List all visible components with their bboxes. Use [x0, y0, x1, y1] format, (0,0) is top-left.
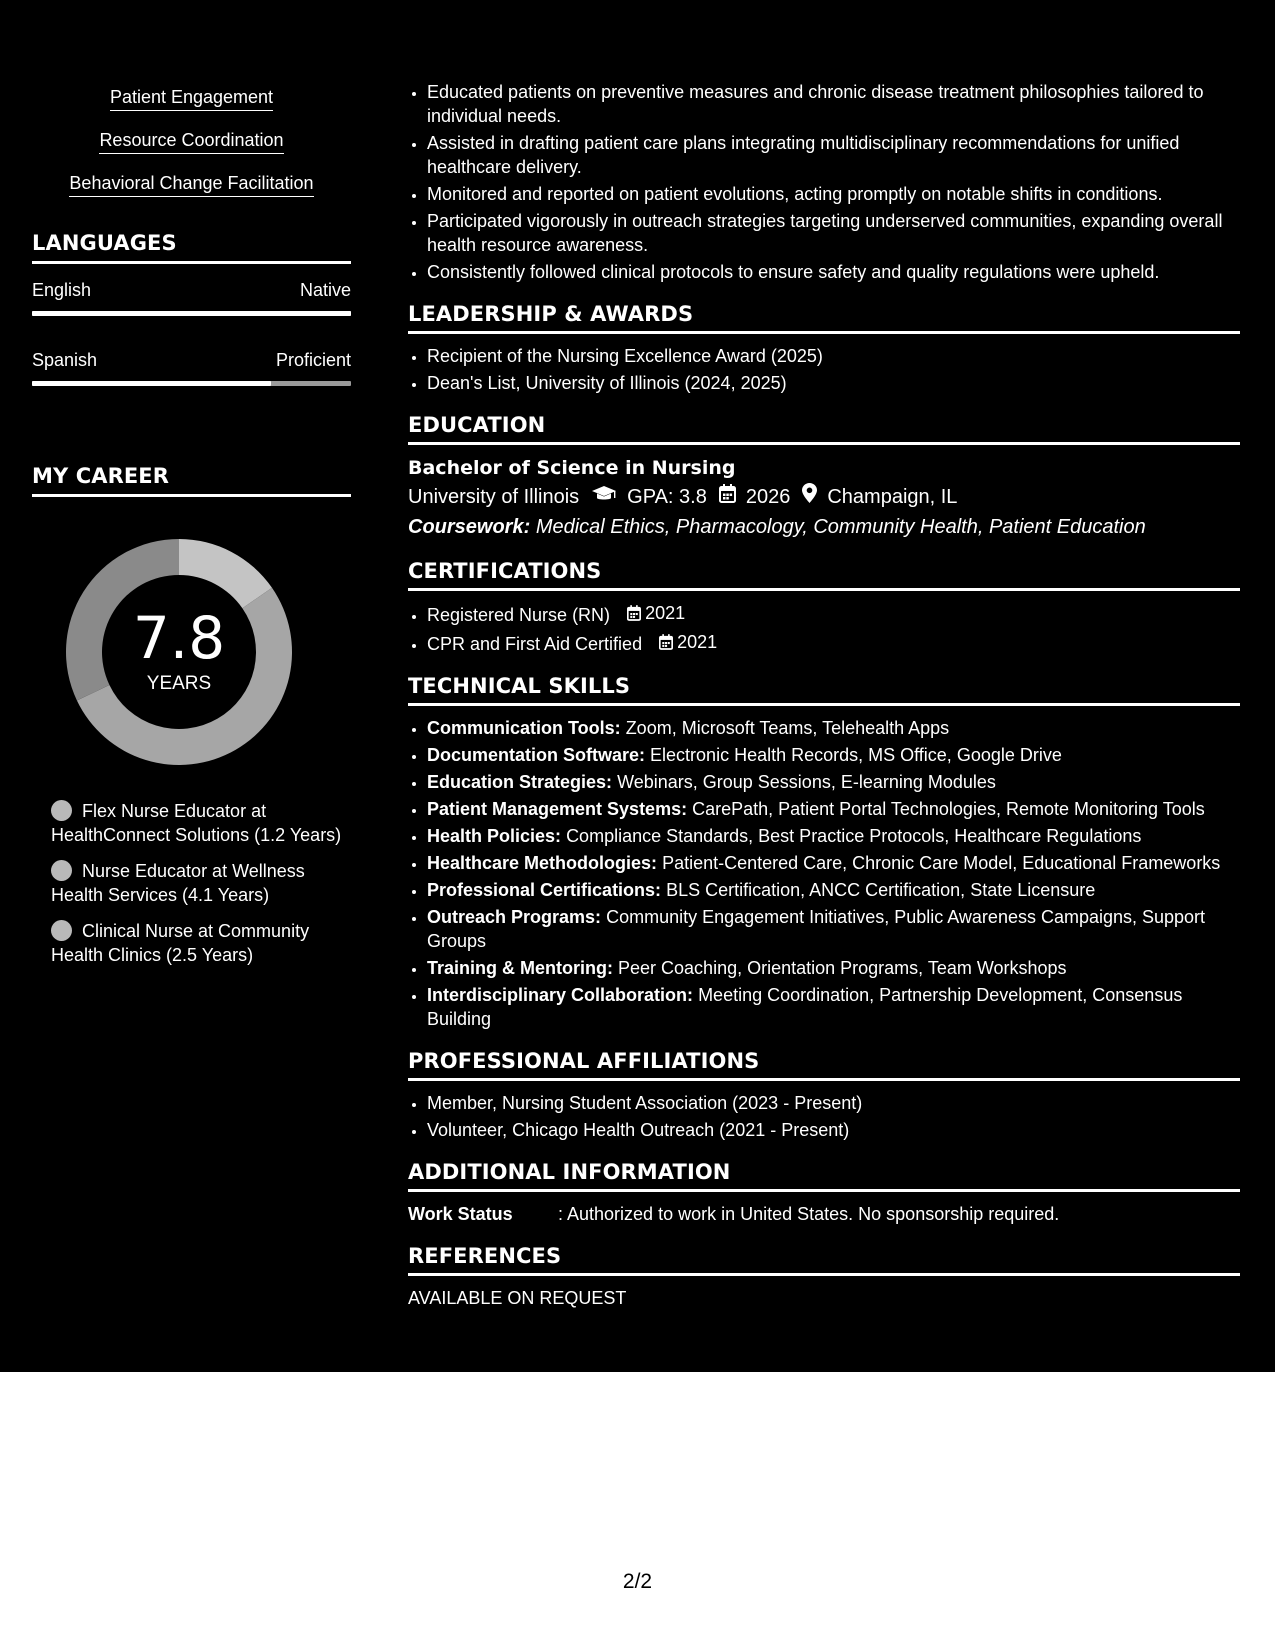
skill-item: Patient Engagement [32, 86, 351, 111]
page-number: 2/2 [622, 1570, 653, 1593]
skill-item: Behavioral Change Facilitation [32, 172, 351, 197]
work-status-row [408, 1202, 1240, 1226]
references-heading: REFERENCES [408, 1244, 1240, 1276]
certification-item [427, 601, 1240, 627]
sidebar [32, 86, 351, 979]
language-name: Spanish [32, 350, 98, 370]
career-item: Clinical Nurse at Community Health Clinics (2.5 Years) [51, 921, 310, 965]
affiliations-list [408, 1091, 1240, 1142]
education-location: Champaign, IL [827, 486, 958, 508]
leadership-item: • Recipient of the Nursing Excellence Award (2025) [427, 344, 1240, 368]
technical-skill-item: • Patient Management Systems: CarePath, Patient Portal Technologies, Remote Monitoring Tools [427, 797, 1240, 821]
career-total-years: 7.8 [132, 604, 226, 672]
circle-bullet-icon [51, 800, 72, 821]
career-item: Nurse Educator at Wellness Health Services (4.1 Years) [51, 861, 305, 905]
calendar-icon [659, 634, 673, 650]
experience-bullet: • Assisted in drafting patient care plans integrating multidisciplinary recommendations for unified healthcare delivery. [427, 131, 1240, 179]
leadership-list [408, 344, 1240, 395]
circle-bullet-icon [51, 920, 72, 941]
career-heading: MY CAREER [32, 464, 351, 497]
leadership-heading: LEADERSHIP & AWARDS [408, 302, 1240, 334]
circle-bullet-icon [51, 860, 72, 881]
skill-item: Resource Coordination [32, 129, 351, 154]
technical-skill-item: • Outreach Programs: Community Engagement Initiatives, Public Awareness Campaigns, Support Groups [427, 905, 1240, 953]
work-status-label: Work Status [408, 1204, 513, 1224]
coursework-value: Medical Ethics, Pharmacology, Community Health, Patient Education [535, 516, 1146, 538]
certification-date: 2021 [659, 630, 717, 654]
languages-heading: LANGUAGES [32, 231, 351, 264]
career-donut-chart [66, 539, 292, 765]
graduation-cap-icon [591, 483, 617, 511]
language-level: Native [299, 280, 351, 300]
technical-skills-heading: TECHNICAL SKILLS [408, 674, 1240, 706]
education-school: University of Illinois [408, 486, 580, 508]
technical-skill-item: • Professional Certifications: BLS Certification, ANCC Certification, State Licensure [427, 878, 1240, 902]
technical-skill-item: • Training & Mentoring: Peer Coaching, Orientation Programs, Team Workshops [427, 956, 1240, 980]
technical-skill-item: • Interdisciplinary Collaboration: Meeting Coordination, Partnership Development, Consensus Building [427, 983, 1240, 1031]
language-row [32, 350, 351, 371]
language-bar-fill [32, 381, 271, 386]
language-name: English [32, 280, 92, 300]
references-text: AVAILABLE ON REQUEST [408, 1288, 627, 1308]
education-year: 2026 [745, 486, 791, 508]
skill-list [32, 86, 351, 197]
work-status-value: : Authorized to work in United States. No sponsorship required. [558, 1204, 1060, 1224]
experience-bullet: • Educated patients on preventive measures and chronic disease treatment philosophies tailored to individual needs. [427, 80, 1240, 128]
certifications-list [408, 601, 1240, 656]
education-heading: EDUCATION [408, 413, 1240, 445]
language-bar [32, 311, 351, 316]
technical-skill-item: • Education Strategies: Webinars, Group Sessions, E-learning Modules [427, 770, 1240, 794]
technical-skill-item: • Documentation Software: Electronic Health Records, MS Office, Google Drive [427, 743, 1240, 767]
education-meta [408, 483, 1240, 511]
experience-bullet: • Participated vigorously in outreach strategies targeting underserved communities, expanding overall health resource awareness. [427, 209, 1240, 257]
main-content [408, 80, 1240, 1310]
education-coursework [408, 513, 1240, 541]
coursework-label: Coursework: [408, 516, 531, 538]
experience-bullet: • Consistently followed clinical protocols to ensure safety and quality regulations were upheld. [427, 260, 1240, 284]
leadership-item: • Dean's List, University of Illinois (2024, 2025) [427, 371, 1240, 395]
experience-bullets [408, 80, 1240, 284]
experience-bullet: • Monitored and reported on patient evolutions, acting promptly on notable shifts in conditions. [427, 182, 1240, 206]
certification-name: Registered Nurse (RN) [427, 605, 611, 625]
career-years-unit: YEARS [146, 673, 212, 694]
technical-skill-item: • Health Policies: Compliance Standards, Best Practice Protocols, Healthcare Regulations [427, 824, 1240, 848]
affiliations-heading: PROFESSIONAL AFFILIATIONS [408, 1049, 1240, 1081]
technical-skills-list [408, 716, 1240, 1031]
certifications-heading: CERTIFICATIONS [408, 559, 1240, 591]
language-bar-fill [32, 311, 351, 316]
certification-item [427, 630, 1240, 656]
affiliation-item: • Member, Nursing Student Association (2023 - Present) [427, 1091, 1240, 1115]
calendar-icon [719, 483, 736, 511]
education-degree: Bachelor of Science in Nursing [408, 457, 736, 479]
calendar-icon [627, 605, 641, 621]
donut-center [66, 539, 292, 765]
technical-skill-item: • Healthcare Methodologies: Patient-Centered Care, Chronic Care Model, Educational Frameworks [427, 851, 1240, 875]
location-pin-icon [802, 483, 817, 511]
additional-info-heading: ADDITIONAL INFORMATION [408, 1160, 1240, 1192]
language-row [32, 280, 351, 301]
language-level: Proficient [275, 350, 351, 370]
certification-name: CPR and First Aid Certified [427, 634, 643, 654]
certification-date: 2021 [627, 601, 685, 625]
education-gpa: GPA: 3.8 [627, 486, 707, 508]
career-list [32, 799, 351, 967]
technical-skill-item: • Communication Tools: Zoom, Microsoft Teams, Telehealth Apps [427, 716, 1240, 740]
language-bar [32, 381, 351, 386]
career-item: Flex Nurse Educator at HealthConnect Solutions (1.2 Years) [51, 801, 342, 845]
affiliation-item: • Volunteer, Chicago Health Outreach (2021 - Present) [427, 1118, 1240, 1142]
